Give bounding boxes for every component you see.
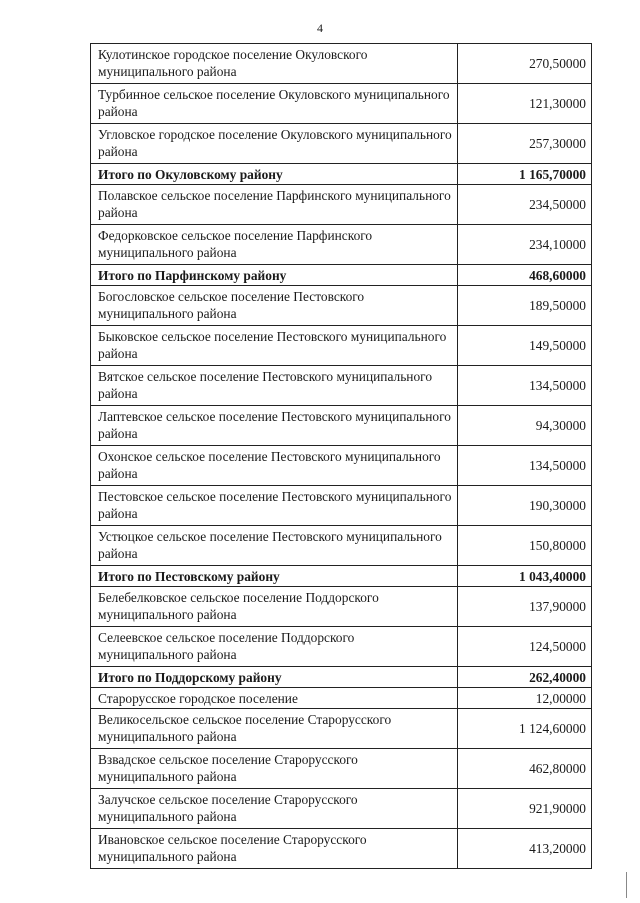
settlement-name: Великосельское сельское поселение Старорусского муниципального района [91,709,458,749]
allocation-table [90,43,592,869]
scan-edge-mark [626,872,627,898]
settlement-name: Полавское сельское поселение Парфинского муниципального района [91,185,458,225]
amount-value: 189,50000 [458,286,592,326]
district-total-row [91,265,592,286]
settlement-name: Пестовское сельское поселение Пестовского муниципального района [91,486,458,526]
table-row [91,688,592,709]
settlement-name: Старорусское городское поселение [91,688,458,709]
table-row [91,124,592,164]
total-value: 262,40000 [458,667,592,688]
settlement-name: Взвадское сельское поселение Старорусского муниципального района [91,749,458,789]
total-label: Итого по Парфинскому району [91,265,458,286]
amount-value: 134,50000 [458,446,592,486]
table-row [91,366,592,406]
amount-value: 234,10000 [458,225,592,265]
district-total-row [91,566,592,587]
amount-value: 257,30000 [458,124,592,164]
table-row [91,225,592,265]
table-row [91,44,592,84]
settlement-name: Селеевское сельское поселение Поддорского муниципального района [91,627,458,667]
amount-value: 137,90000 [458,587,592,627]
table-row [91,406,592,446]
table-row [91,446,592,486]
amount-value: 190,30000 [458,486,592,526]
table-row [91,486,592,526]
table-row [91,326,592,366]
table-body [91,44,592,869]
amount-value: 921,90000 [458,789,592,829]
table-row [91,749,592,789]
amount-value: 94,30000 [458,406,592,446]
page-number: 4 [317,21,323,35]
amount-value: 462,80000 [458,749,592,789]
table-row [91,829,592,869]
amount-value: 413,20000 [458,829,592,869]
settlement-name: Устюцкое сельское поселение Пестовского муниципального района [91,526,458,566]
district-total-row [91,667,592,688]
settlement-name: Быковское сельское поселение Пестовского муниципального района [91,326,458,366]
table-row [91,709,592,749]
table-row [91,789,592,829]
amount-value: 150,80000 [458,526,592,566]
settlement-name: Богословское сельское поселение Пестовского муниципального района [91,286,458,326]
table-row [91,587,592,627]
settlement-name: Лаптевское сельское поселение Пестовского муниципального района [91,406,458,446]
table-row [91,84,592,124]
total-value: 468,60000 [458,265,592,286]
settlement-name: Охонское сельское поселение Пестовского муниципального района [91,446,458,486]
total-value: 1 043,40000 [458,566,592,587]
district-total-row [91,164,592,185]
table-row [91,627,592,667]
settlement-name: Залучское сельское поселение Старорусского муниципального района [91,789,458,829]
amount-value: 12,00000 [458,688,592,709]
table-row [91,526,592,566]
amount-value: 234,50000 [458,185,592,225]
total-value: 1 165,70000 [458,164,592,185]
amount-value: 134,50000 [458,366,592,406]
table-row [91,185,592,225]
settlement-name: Федорковское сельское поселение Парфинского муниципального района [91,225,458,265]
settlement-name: Ивановское сельское поселение Старорусского муниципального района [91,829,458,869]
amount-value: 270,50000 [458,44,592,84]
total-label: Итого по Окуловскому району [91,164,458,185]
amount-value: 121,30000 [458,84,592,124]
total-label: Итого по Поддорскому району [91,667,458,688]
settlement-name: Угловское городское поселение Окуловского муниципального района [91,124,458,164]
total-label: Итого по Пестовскому району [91,566,458,587]
settlement-name: Белебелковское сельское поселение Поддорского муниципального района [91,587,458,627]
amount-value: 1 124,60000 [458,709,592,749]
amount-value: 149,50000 [458,326,592,366]
table-row [91,286,592,326]
settlement-name: Кулотинское городское поселение Окуловского муниципального района [91,44,458,84]
settlement-name: Вятское сельское поселение Пестовского муниципального района [91,366,458,406]
settlement-name: Турбинное сельское поселение Окуловского муниципального района [91,84,458,124]
amount-value: 124,50000 [458,627,592,667]
